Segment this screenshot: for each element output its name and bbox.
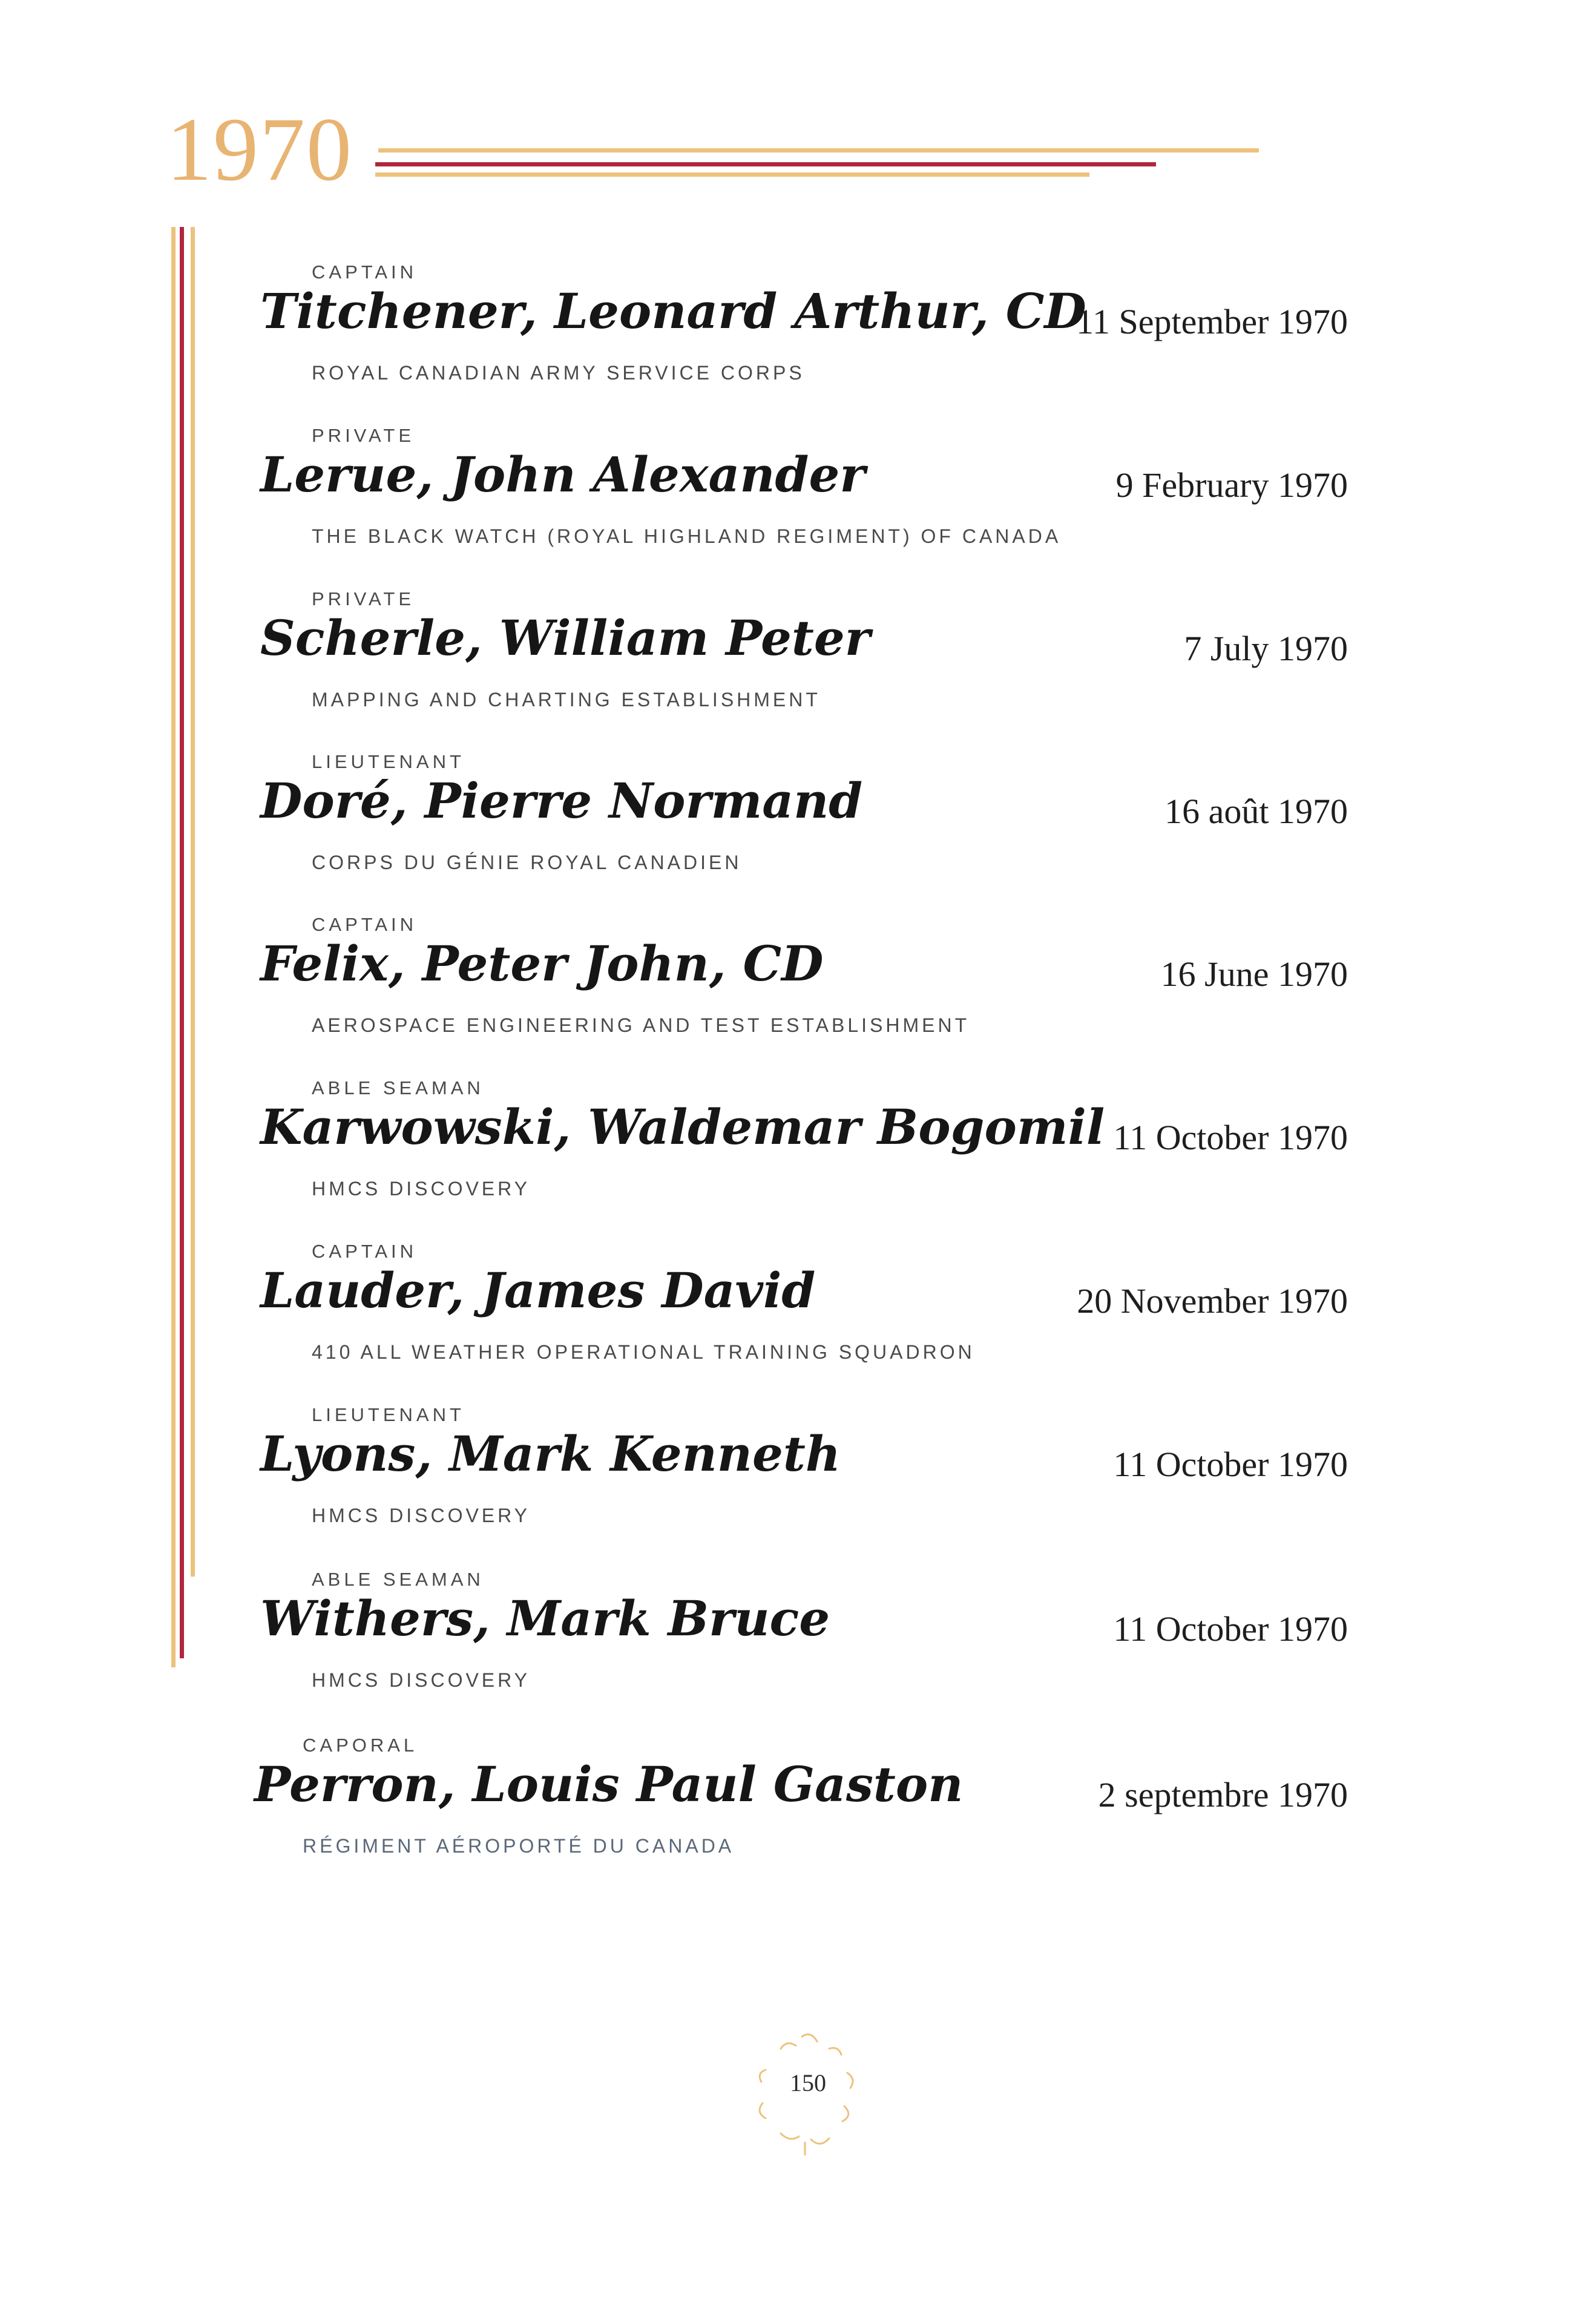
entry-unit: HMCS DISCOVERY bbox=[312, 1505, 531, 1526]
entry-name: Titchener, Leonard Arthur, CD bbox=[260, 283, 1086, 340]
memorial-entry bbox=[0, 1569, 1596, 1726]
entry-rank: ABLE SEAMAN bbox=[312, 1077, 484, 1098]
memorial-entry bbox=[0, 751, 1596, 908]
page-number: 150 bbox=[790, 2069, 826, 2096]
header-rule-gold-top bbox=[378, 148, 1259, 153]
entry-name: Lyons, Mark Kenneth bbox=[260, 1425, 841, 1482]
entry-rank: LIEUTENANT bbox=[312, 1404, 465, 1425]
entry-unit: ROYAL CANADIAN ARMY SERVICE CORPS bbox=[312, 362, 805, 384]
entry-rank: LIEUTENANT bbox=[312, 751, 465, 772]
memorial-entry bbox=[0, 1735, 1596, 1892]
entry-name: Scherle, William Peter bbox=[260, 609, 870, 666]
entry-unit: AEROSPACE ENGINEERING AND TEST ESTABLISHMENT bbox=[312, 1014, 970, 1036]
entry-unit: THE BLACK WATCH (ROYAL HIGHLAND REGIMENT) OF CANADA bbox=[312, 525, 1062, 547]
entry-name: Karwowski, Waldemar Bogomil bbox=[260, 1098, 1105, 1155]
entry-name: Perron, Louis Paul Gaston bbox=[254, 1756, 964, 1813]
entry-rank: CAPORAL bbox=[303, 1735, 418, 1756]
header-rule-gold-bottom bbox=[375, 172, 1089, 177]
entry-name: Lauder, James David bbox=[260, 1262, 816, 1319]
entry-unit: CORPS DU GÉNIE ROYAL CANADIEN bbox=[312, 852, 742, 873]
entry-rank: CAPTAIN bbox=[312, 261, 418, 283]
entry-rank: CAPTAIN bbox=[312, 914, 418, 935]
entry-date: 16 June 1970 bbox=[1160, 954, 1348, 994]
entry-name: Withers, Mark Bruce bbox=[260, 1590, 830, 1647]
entry-unit: RÉGIMENT AÉROPORTÉ DU CANADA bbox=[303, 1835, 735, 1857]
entry-date: 16 août 1970 bbox=[1164, 792, 1348, 831]
memorial-entry bbox=[0, 588, 1596, 746]
memorial-entry bbox=[0, 1077, 1596, 1235]
year-heading: 1970 bbox=[166, 99, 353, 200]
memorial-entry bbox=[0, 261, 1596, 419]
entry-date: 20 November 1970 bbox=[1077, 1281, 1348, 1321]
memorial-entry bbox=[0, 425, 1596, 582]
entry-date: 7 July 1970 bbox=[1184, 629, 1348, 668]
entry-name: Felix, Peter John, CD bbox=[260, 935, 824, 992]
entry-date: 2 septembre 1970 bbox=[1098, 1775, 1348, 1814]
entry-date: 9 February 1970 bbox=[1115, 465, 1348, 505]
memorial-entry bbox=[0, 1404, 1596, 1561]
entry-date: 11 October 1970 bbox=[1113, 1609, 1348, 1649]
entry-unit: MAPPING AND CHARTING ESTABLISHMENT bbox=[312, 689, 821, 711]
entry-rank: PRIVATE bbox=[312, 425, 415, 446]
entry-date: 11 September 1970 bbox=[1076, 302, 1348, 341]
entry-name: Doré, Pierre Normand bbox=[260, 772, 863, 829]
entry-unit: HMCS DISCOVERY bbox=[312, 1178, 531, 1200]
entry-unit: HMCS DISCOVERY bbox=[312, 1669, 531, 1691]
header-rule-crimson bbox=[375, 162, 1156, 166]
memorial-entry bbox=[0, 914, 1596, 1071]
entry-rank: PRIVATE bbox=[312, 588, 415, 609]
entry-rank: ABLE SEAMAN bbox=[312, 1569, 484, 1590]
entry-unit: 410 ALL WEATHER OPERATIONAL TRAINING SQUADRON bbox=[312, 1341, 975, 1363]
entry-date: 11 October 1970 bbox=[1113, 1118, 1348, 1157]
memorial-entry bbox=[0, 1241, 1596, 1398]
entry-rank: CAPTAIN bbox=[312, 1241, 418, 1262]
entry-name: Lerue, John Alexander bbox=[260, 446, 865, 503]
entry-date: 11 October 1970 bbox=[1113, 1445, 1348, 1484]
